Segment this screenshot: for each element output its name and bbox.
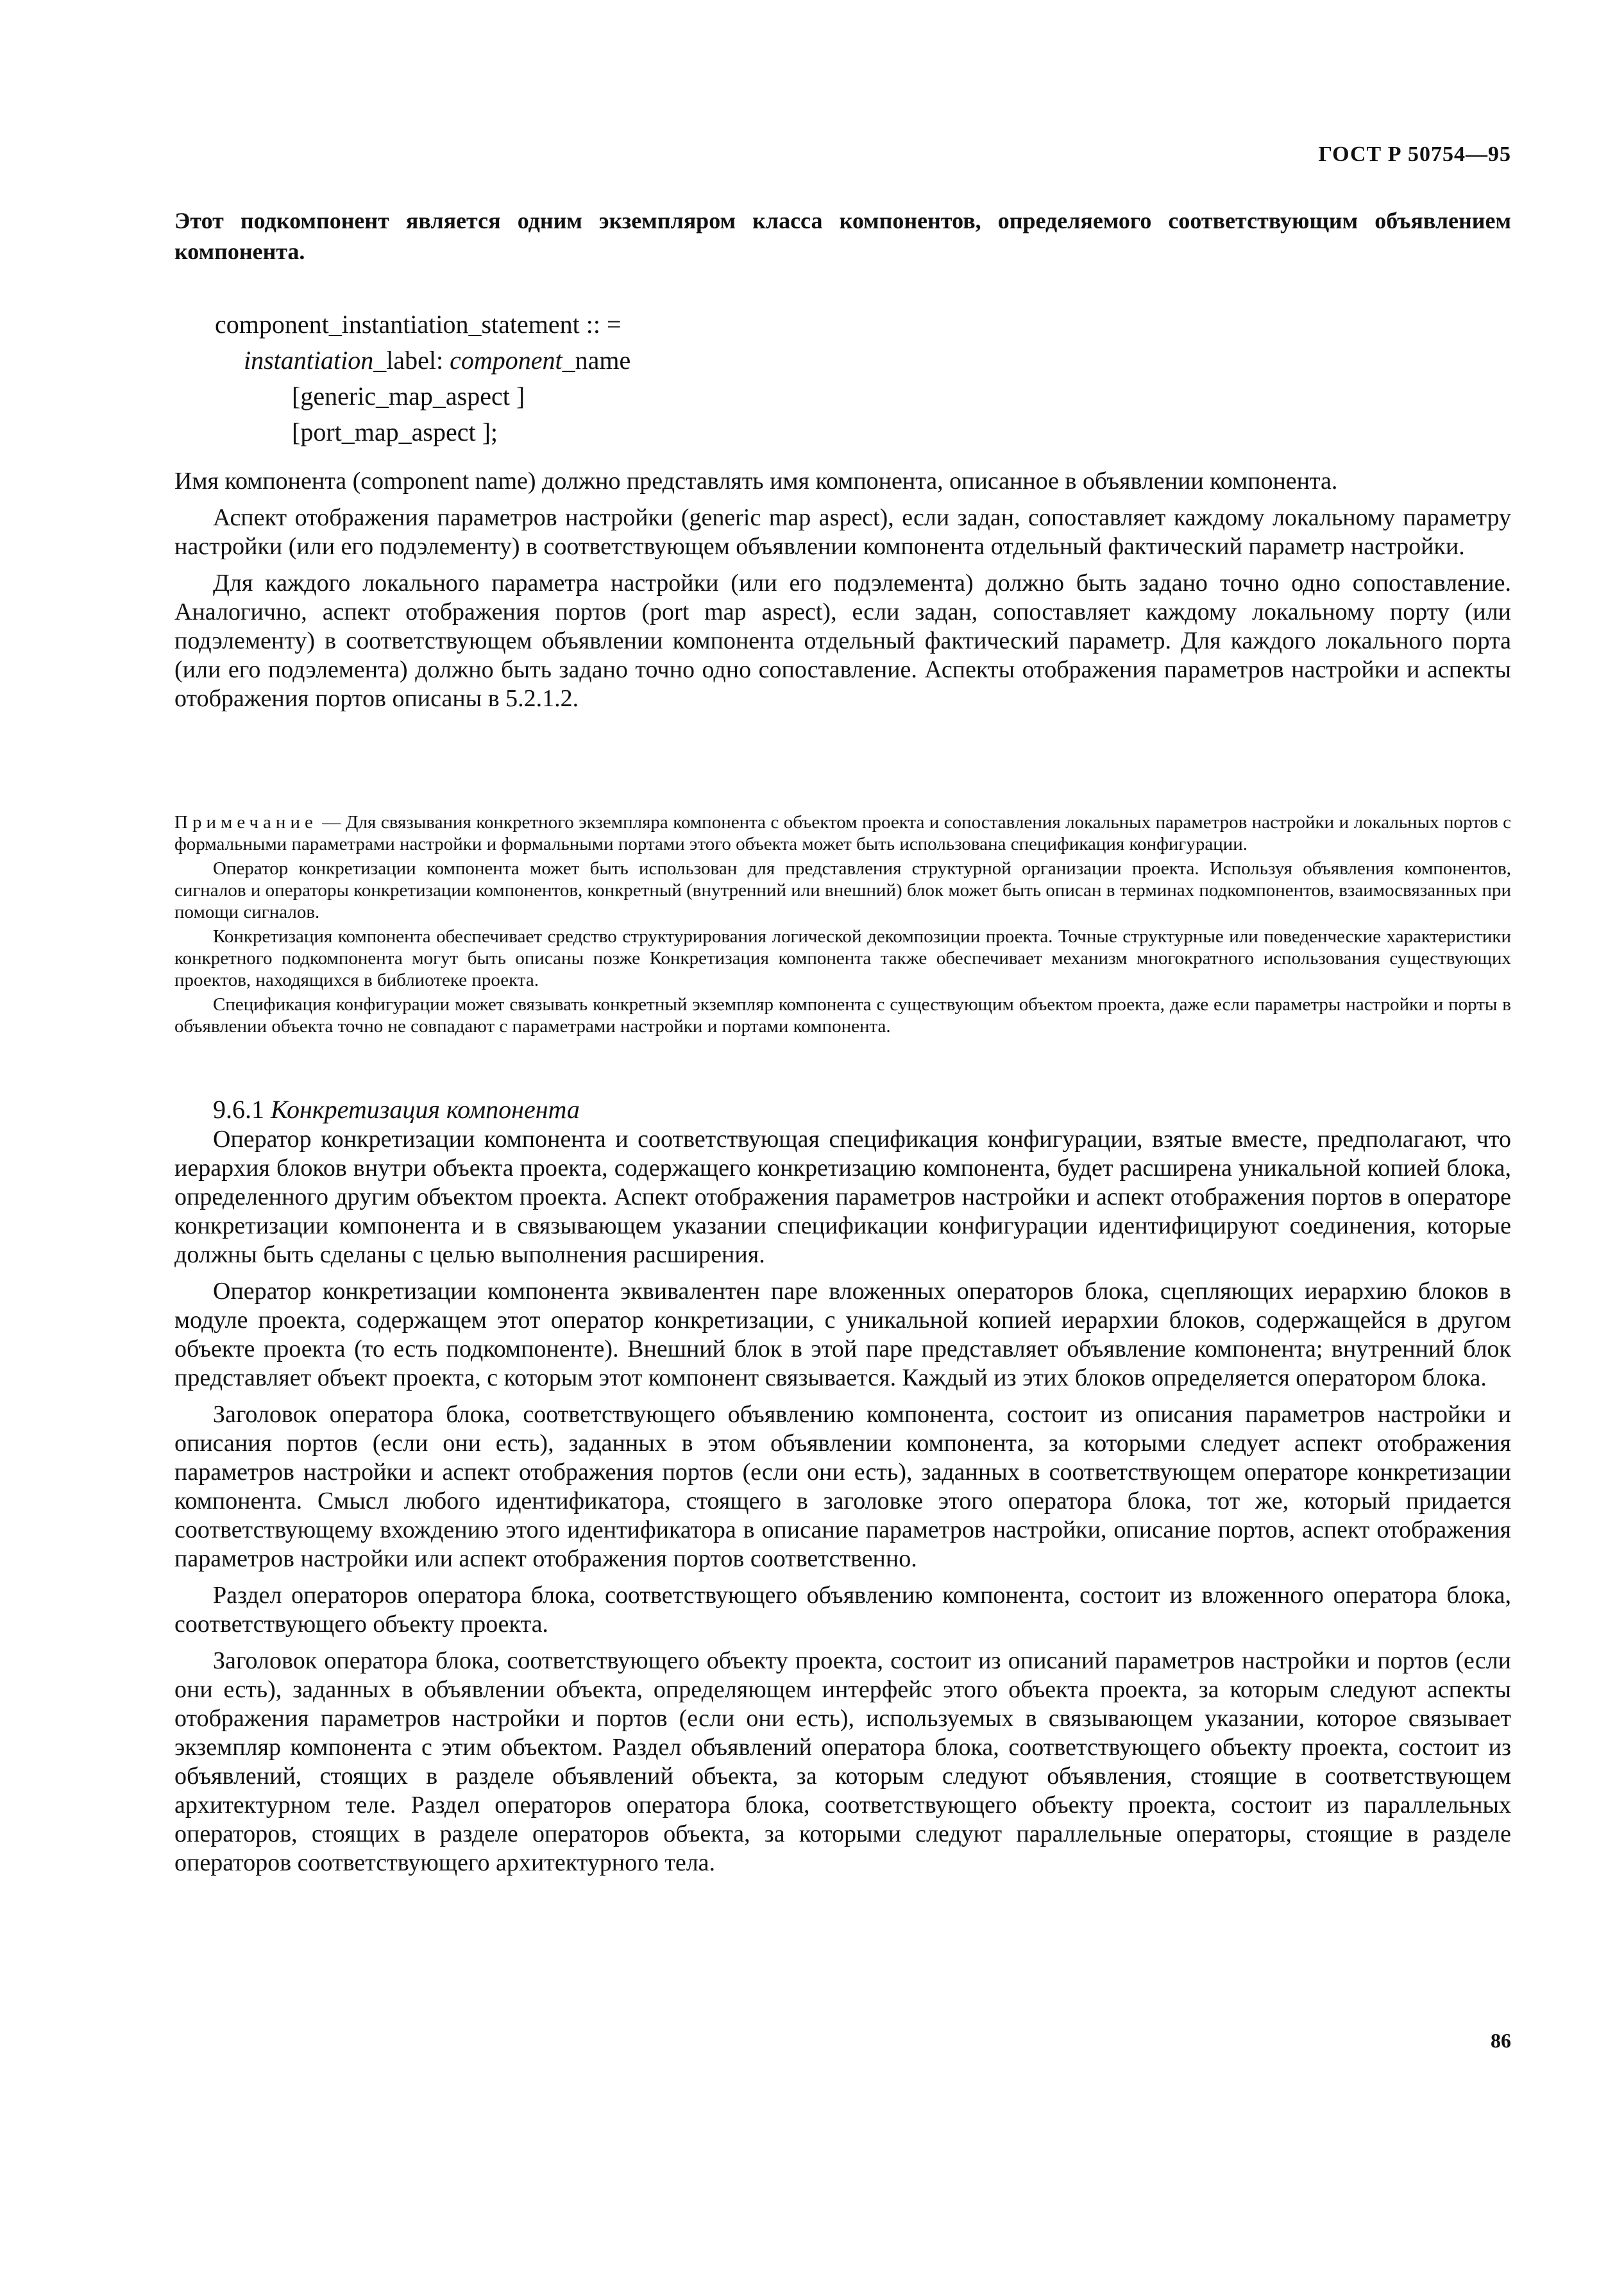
- paragraph: Для каждого локального параметра настройки (или его подэлемента) должно быть задано точно одно сопоставление. Аналогично, аспект отображения портов (port map aspect), если задан, сопоставляет каждому локальному порту (или подэлементу) в соответствующем объявлении компонента отдельный фактический параметр. Для каждого локального порта (или его подэлемента) должно быть задано точно одно сопоставление. Аспекты отображения параметров настройки и аспекты отображения портов описаны в 5.2.1.2.: [174, 570, 1511, 712]
- paragraph: Заголовок оператора блока, соответствующего объявлению компонента, состоит из описания параметров настройки и описания портов (если они есть), заданных в этом объявлении компонента, за которыми следует аспект отображения параметров настройки и аспект отображения портов (если они есть), заданных в соответствующем операторе конкретизации компонента. Смысл любого идентификатора, стоящего в заголовке этого оператора блока, тот же, который придается соответствующему вхождению этого идентификатора в описание параметров настройки, описание портов, аспект отображения параметров настройки или аспект отображения портов соответственно.: [174, 1401, 1511, 1572]
- section-title: Конкретизация компонента: [271, 1095, 580, 1124]
- syntax-italic-b: component: [450, 346, 562, 375]
- intro-paragraph: Этот подкомпонент является одним экземпляром класса компонентов, определяемого соответствующим объявлением компонента.: [174, 208, 1511, 264]
- syntax-block: [215, 307, 630, 450]
- syntax-line-3: [generic_map_aspect ]: [292, 382, 525, 411]
- body-section-2: [174, 1125, 1511, 1885]
- syntax-line-1: component_instantiation_statement :: =: [215, 310, 622, 339]
- note-first-paragraph: [174, 811, 1511, 855]
- standard-header: ГОСТ Р 50754—95: [1318, 142, 1511, 166]
- syntax-italic-a: instantiation: [244, 346, 374, 375]
- note-first-text: Для связывания конкретного экземпляра компонента с объектом проекта и сопоставления локальных параметров настройки и локальных портов с формальными параметрами настройки и формальными портами этого объекта может быть использована спецификация конфигурации.: [174, 812, 1511, 854]
- note-dash: —: [317, 812, 346, 833]
- paragraph: Заголовок оператора блока, соответствующего объекту проекта, состоит из описаний параметров настройки и портов (если они есть), заданных в объявлении объекта, определяющем интерфейс этого объекта проекта, за которым следуют аспекты отображения параметров настройки и портов (если они есть), используемых в связывающем указании, которое связывает экземпляр компонента с этим объектом. Раздел объявлений оператора блока, соответствующего объекту проекта, состоит из объявлений, стоящих в разделе объявлений объекта, за которым следуют объявления, стоящие в соответствующем архитектурном теле. Раздел операторов оператора блока, соответствующего объекту проекта, состоит из параллельных операторов, стоящих в разделе операторов объекта, за которыми следуют параллельные операторы, стоящие в разделе операторов соответствующего архитектурного тела.: [174, 1647, 1511, 1876]
- section-heading: [213, 1094, 580, 1125]
- note-label: Примечание: [174, 812, 317, 833]
- page-number: 86: [1491, 2029, 1511, 2052]
- note-block: [174, 811, 1511, 1040]
- note-paragraph: Конкретизация компонента обеспечивает средство структурирования логической декомпозиции проекта. Точные структурные или поведенческие характеристики конкретного подкомпонента могут быть описаны позже Конкретизация компонента также обеспечивает механизм многократного использования существующих проектов, находящихся в библиотеке проекта.: [174, 926, 1511, 990]
- paragraph: Оператор конкретизации компонента эквивалентен паре вложенных операторов блока, сцепляющих иерархию блоков в модуле проекта, содержащем этот оператор конкретизации, с уникальной копией иерархии блоков, содержащейся в другом объекте проекта (то есть подкомпоненте). Внешний блок в этой паре представляет объявление компонента; внутренний блок представляет объект проекта, с которым этот компонент связывается. Каждый из этих блоков определяется оператором блока.: [174, 1278, 1511, 1391]
- syntax-line-2: [215, 343, 630, 378]
- note-paragraph: Оператор конкретизации компонента может быть использован для представления структурной организации проекта. Используя объявления компонентов, сигналов и операторы конкретизации компонентов, конкретный (внутренний или внешний) блок может быть описан в терминах подкомпонентов, взаимосвязанных при помощи сигналов.: [174, 858, 1511, 922]
- body-section-1: [174, 467, 1511, 721]
- section-number: 9.6.1: [213, 1095, 271, 1124]
- paragraph: Имя компонента (component name) должно представлять имя компонента, описанное в объявлении компонента.: [174, 468, 1338, 495]
- syntax-text-a: _label:: [373, 346, 450, 375]
- paragraph: Оператор конкретизации компонента и соответствующая спецификация конфигурации, взятые вместе, предполагают, что иерархия блоков внутри объекта проекта, содержащего конкретизацию компонента, будет расширена уникальной копией блока, определенного другим объектом проекта. Аспект отображения параметров настройки и аспект отображения портов в операторе конкретизации компонента и в связывающем указании спецификации конфигурации идентифицируют соединения, которые должны быть сделаны с целью выполнения расширения.: [174, 1126, 1511, 1268]
- paragraph: Аспект отображения параметров настройки (generic map aspect), если задан, сопоставляет каждому локальному параметру настройки (или его подэлементу) в соответствующем объявлении компонента отдельный фактический параметр настройки.: [174, 504, 1511, 560]
- note-paragraph: Спецификация конфигурации может связывать конкретный экземпляр компонента с существующим объектом проекта, даже если параметры настройки и порты в объявлении объекта точно не совпадают с параметрами настройки и портами компонента.: [174, 994, 1511, 1037]
- syntax-text-b: _name: [562, 346, 631, 375]
- paragraph: Раздел операторов оператора блока, соответствующего объявлению компонента, состоит из вложенного оператора блока, соответствующего объекту проекта.: [174, 1582, 1511, 1638]
- syntax-line-4: [port_map_aspect ];: [292, 418, 498, 446]
